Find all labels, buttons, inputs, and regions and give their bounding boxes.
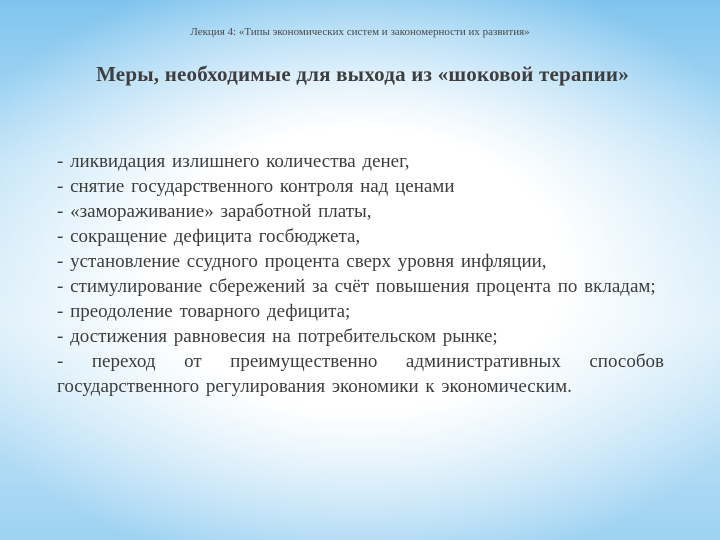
list-item: - снятие государственного контроля над ценами (57, 176, 455, 197)
slide-title: Меры, необходимые для выхода из «шоковой терапии» (96, 62, 629, 86)
measures-list (57, 149, 664, 399)
list-item: - стимулирование сбережений за счёт повышения процента по вкладам; (57, 276, 656, 297)
list-item: - ликвидация излишнего количества денег, (57, 151, 410, 172)
list-item: - «замораживание» заработной платы, (57, 201, 372, 222)
list-item: - переход от преимущественно административных способов государственного регулирования экономики к экономическим. (57, 351, 664, 397)
list-item: - установление ссудного процента сверх уровня инфляции, (57, 251, 547, 272)
list-item: - достижения равновесия на потребительском рынке; (57, 326, 498, 347)
list-item: - преодоление товарного дефицита; (57, 301, 351, 322)
lecture-header: Лекция 4: «Типы экономических систем и закономерности их развития» (190, 26, 530, 38)
list-item: - сокращение дефицита госбюджета, (57, 226, 361, 247)
